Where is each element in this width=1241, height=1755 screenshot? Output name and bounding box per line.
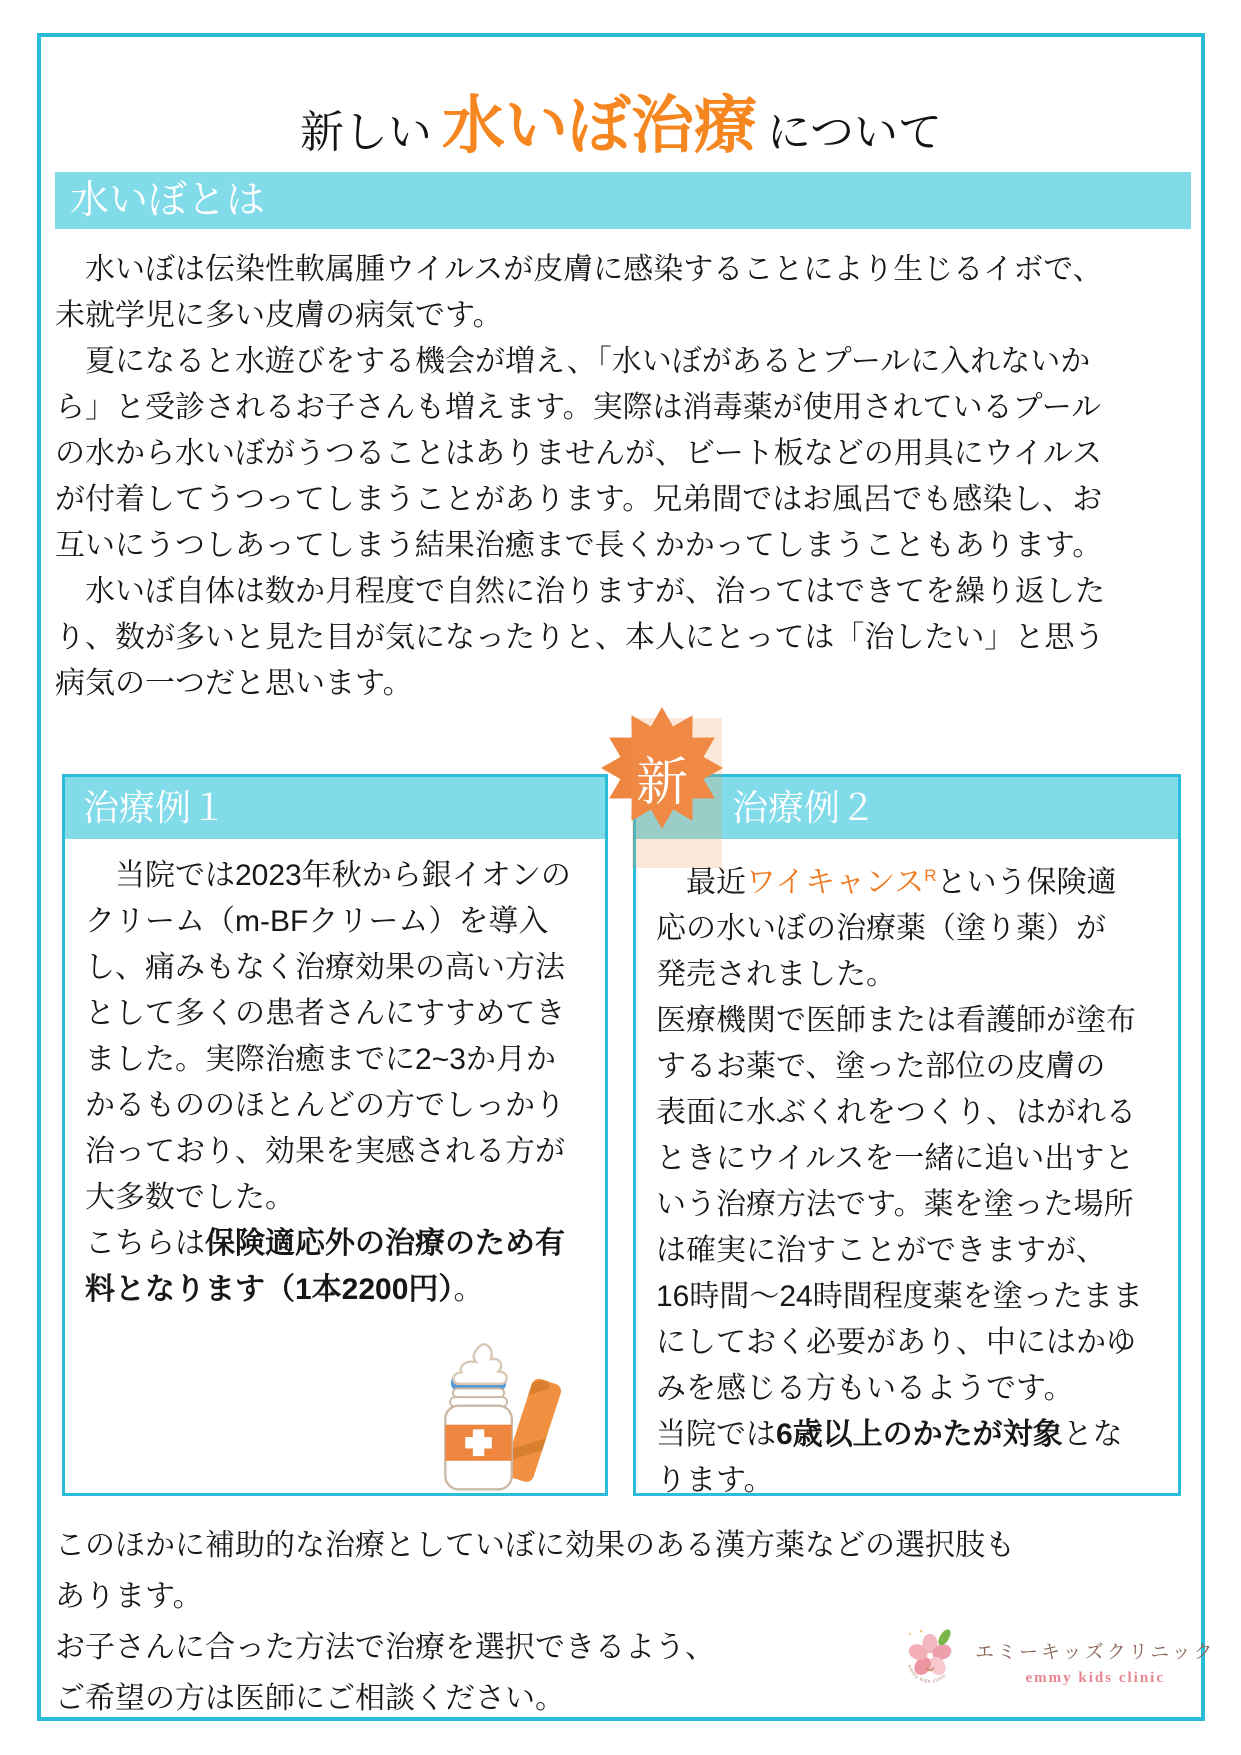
text-line: [656, 1412, 1160, 1458]
leaf: [936, 1627, 953, 1647]
smile: [927, 1668, 934, 1670]
text-line: クリーム（m-BFクリーム）を導入: [85, 905, 549, 938]
text-line: 大多数でした。: [85, 1181, 295, 1214]
text-line: [85, 1267, 587, 1313]
text-line: [656, 853, 1160, 906]
title-prefix: 新しい: [299, 108, 432, 157]
treatment1-heading: 治療例１: [65, 777, 605, 839]
text-line: かるもののほとんどの方でしっかり: [85, 1089, 565, 1122]
text-line: 当院では2023年秋から銀イオンの: [85, 859, 571, 892]
treatment1-box: [62, 774, 608, 1496]
text-line: 治っており、効果を実感される方が: [85, 1135, 565, 1168]
intro-post: という保険適: [936, 866, 1117, 899]
treatment1-body: [65, 839, 605, 1313]
note-post: 。: [453, 1273, 484, 1306]
clinic-logo: [899, 1627, 1215, 1689]
target-pre: 当院では: [656, 1418, 776, 1451]
intro-pre: 最近: [656, 866, 746, 899]
text-line: 発売されました。: [656, 958, 896, 991]
about-paragraphs: [55, 247, 1195, 707]
text-line: いう治療方法です。薬を塗った場所: [656, 1188, 1134, 1221]
sakura-flower-icon: [899, 1627, 961, 1689]
note-bold: 料となります（1本2200円）: [85, 1273, 454, 1306]
text-line: の水から水いぼがうつることはありませんが、ビート板などの用具にウイルス: [55, 437, 1102, 470]
text-line: り、数が多いと見た目が気になったりと、本人にとっては「治したい」と思う: [55, 621, 1105, 654]
jar-cream: [453, 1344, 506, 1384]
text-line: が付着してうつってしまうことがあります。兄弟間ではお風呂でも感染し、お: [55, 483, 1103, 516]
title-highlight: 水いぼ治療: [441, 91, 757, 161]
text-line: 夏になると水遊びをする機会が増え、「水いぼがあるとプールに入れないか: [55, 345, 1091, 378]
text-line: は確実に治すことができますが、: [656, 1234, 1106, 1267]
cream-jar-illustration: [413, 1343, 565, 1495]
clinic-name-jp: エミーキッズクリニック: [975, 1642, 1216, 1663]
section-heading-about: 水いぼとは: [55, 172, 1191, 229]
text-line: ら」と受診されるお子さんも増えます。実際は消毒薬が使用されているプール: [55, 391, 1102, 424]
text-line: ご希望の方は医師にご相談ください。: [55, 1682, 565, 1715]
text-line: 水いぼ自体は数か月程度で自然に治りますが、治ってはできてを繰り返した: [55, 575, 1105, 608]
text-line: 未就学児に多い皮膚の病気です。: [55, 299, 503, 332]
treatment2-heading: 治療例２: [636, 777, 1178, 839]
target-post: とな: [1062, 1418, 1123, 1451]
text-line: 16時間〜24時間程度薬を塗ったまま: [656, 1280, 1143, 1313]
text-line: 病気の一つだと思います。: [55, 667, 413, 700]
target-bold: 6歳以上のかたが対象: [776, 1418, 1063, 1451]
page-border-frame: [37, 33, 1216, 1721]
text-line: このほかに補助的な治療としていぼに効果のある漢方薬などの選択肢も: [55, 1529, 1015, 1562]
clinic-arc-text: emmy kids clinic: [905, 1664, 949, 1685]
note-pre: こちらは: [85, 1227, 205, 1260]
text-line: 表面に水ぶくれをつくり、はがれる: [656, 1096, 1136, 1129]
text-line: ました。実際治癒までに2~3か月か: [85, 1043, 556, 1076]
text-line: にしておく必要があり、中にはかゆ: [656, 1326, 1136, 1359]
footer-paragraphs: [55, 1520, 1015, 1724]
text-line: 医療機関で医師または看護師が塗布: [656, 1004, 1136, 1037]
note-bold: 保険適応外の治療のため有: [205, 1227, 565, 1260]
drug-name: ワイキャンス: [746, 866, 925, 899]
text-line: 水いぼは伝染性軟属腫ウイルスが皮膚に感染することにより生じるイボで、: [55, 253, 1103, 286]
text-line: 互いにうつしあってしまう結果治癒まで長くかかってしまうこともあります。: [55, 529, 1103, 562]
text-line: として多くの患者さんにすすめてき: [85, 997, 566, 1030]
new-badge: [598, 706, 726, 830]
text-line: ときにウイルスを一緒に追い出すと: [656, 1142, 1135, 1175]
page-title: [41, 75, 1201, 166]
new-badge-label: 新: [635, 754, 688, 812]
treatment2-box: [633, 774, 1181, 1496]
text-line: ります。: [656, 1464, 774, 1497]
treatment2-body: [636, 839, 1178, 1504]
text-line: し、痛みもなく治療効果の高い方法: [85, 951, 565, 984]
clinic-name-block: [975, 1637, 1215, 1687]
registered-mark: R: [924, 866, 937, 885]
text-line: みを感じる方もいるようです。: [656, 1372, 1074, 1405]
title-suffix: について: [766, 108, 943, 157]
clinic-name-en: emmy kids clinic: [1025, 1670, 1165, 1686]
text-line: あります。: [55, 1580, 203, 1613]
text-line: 応の水いぼの治療薬（塗り薬）が: [656, 912, 1106, 945]
text-line: するお薬で、塗った部位の皮膚の: [656, 1050, 1106, 1083]
text-line: お子さんに合った方法で治療を選択できるよう、: [55, 1631, 715, 1664]
text-line: [85, 1221, 587, 1267]
